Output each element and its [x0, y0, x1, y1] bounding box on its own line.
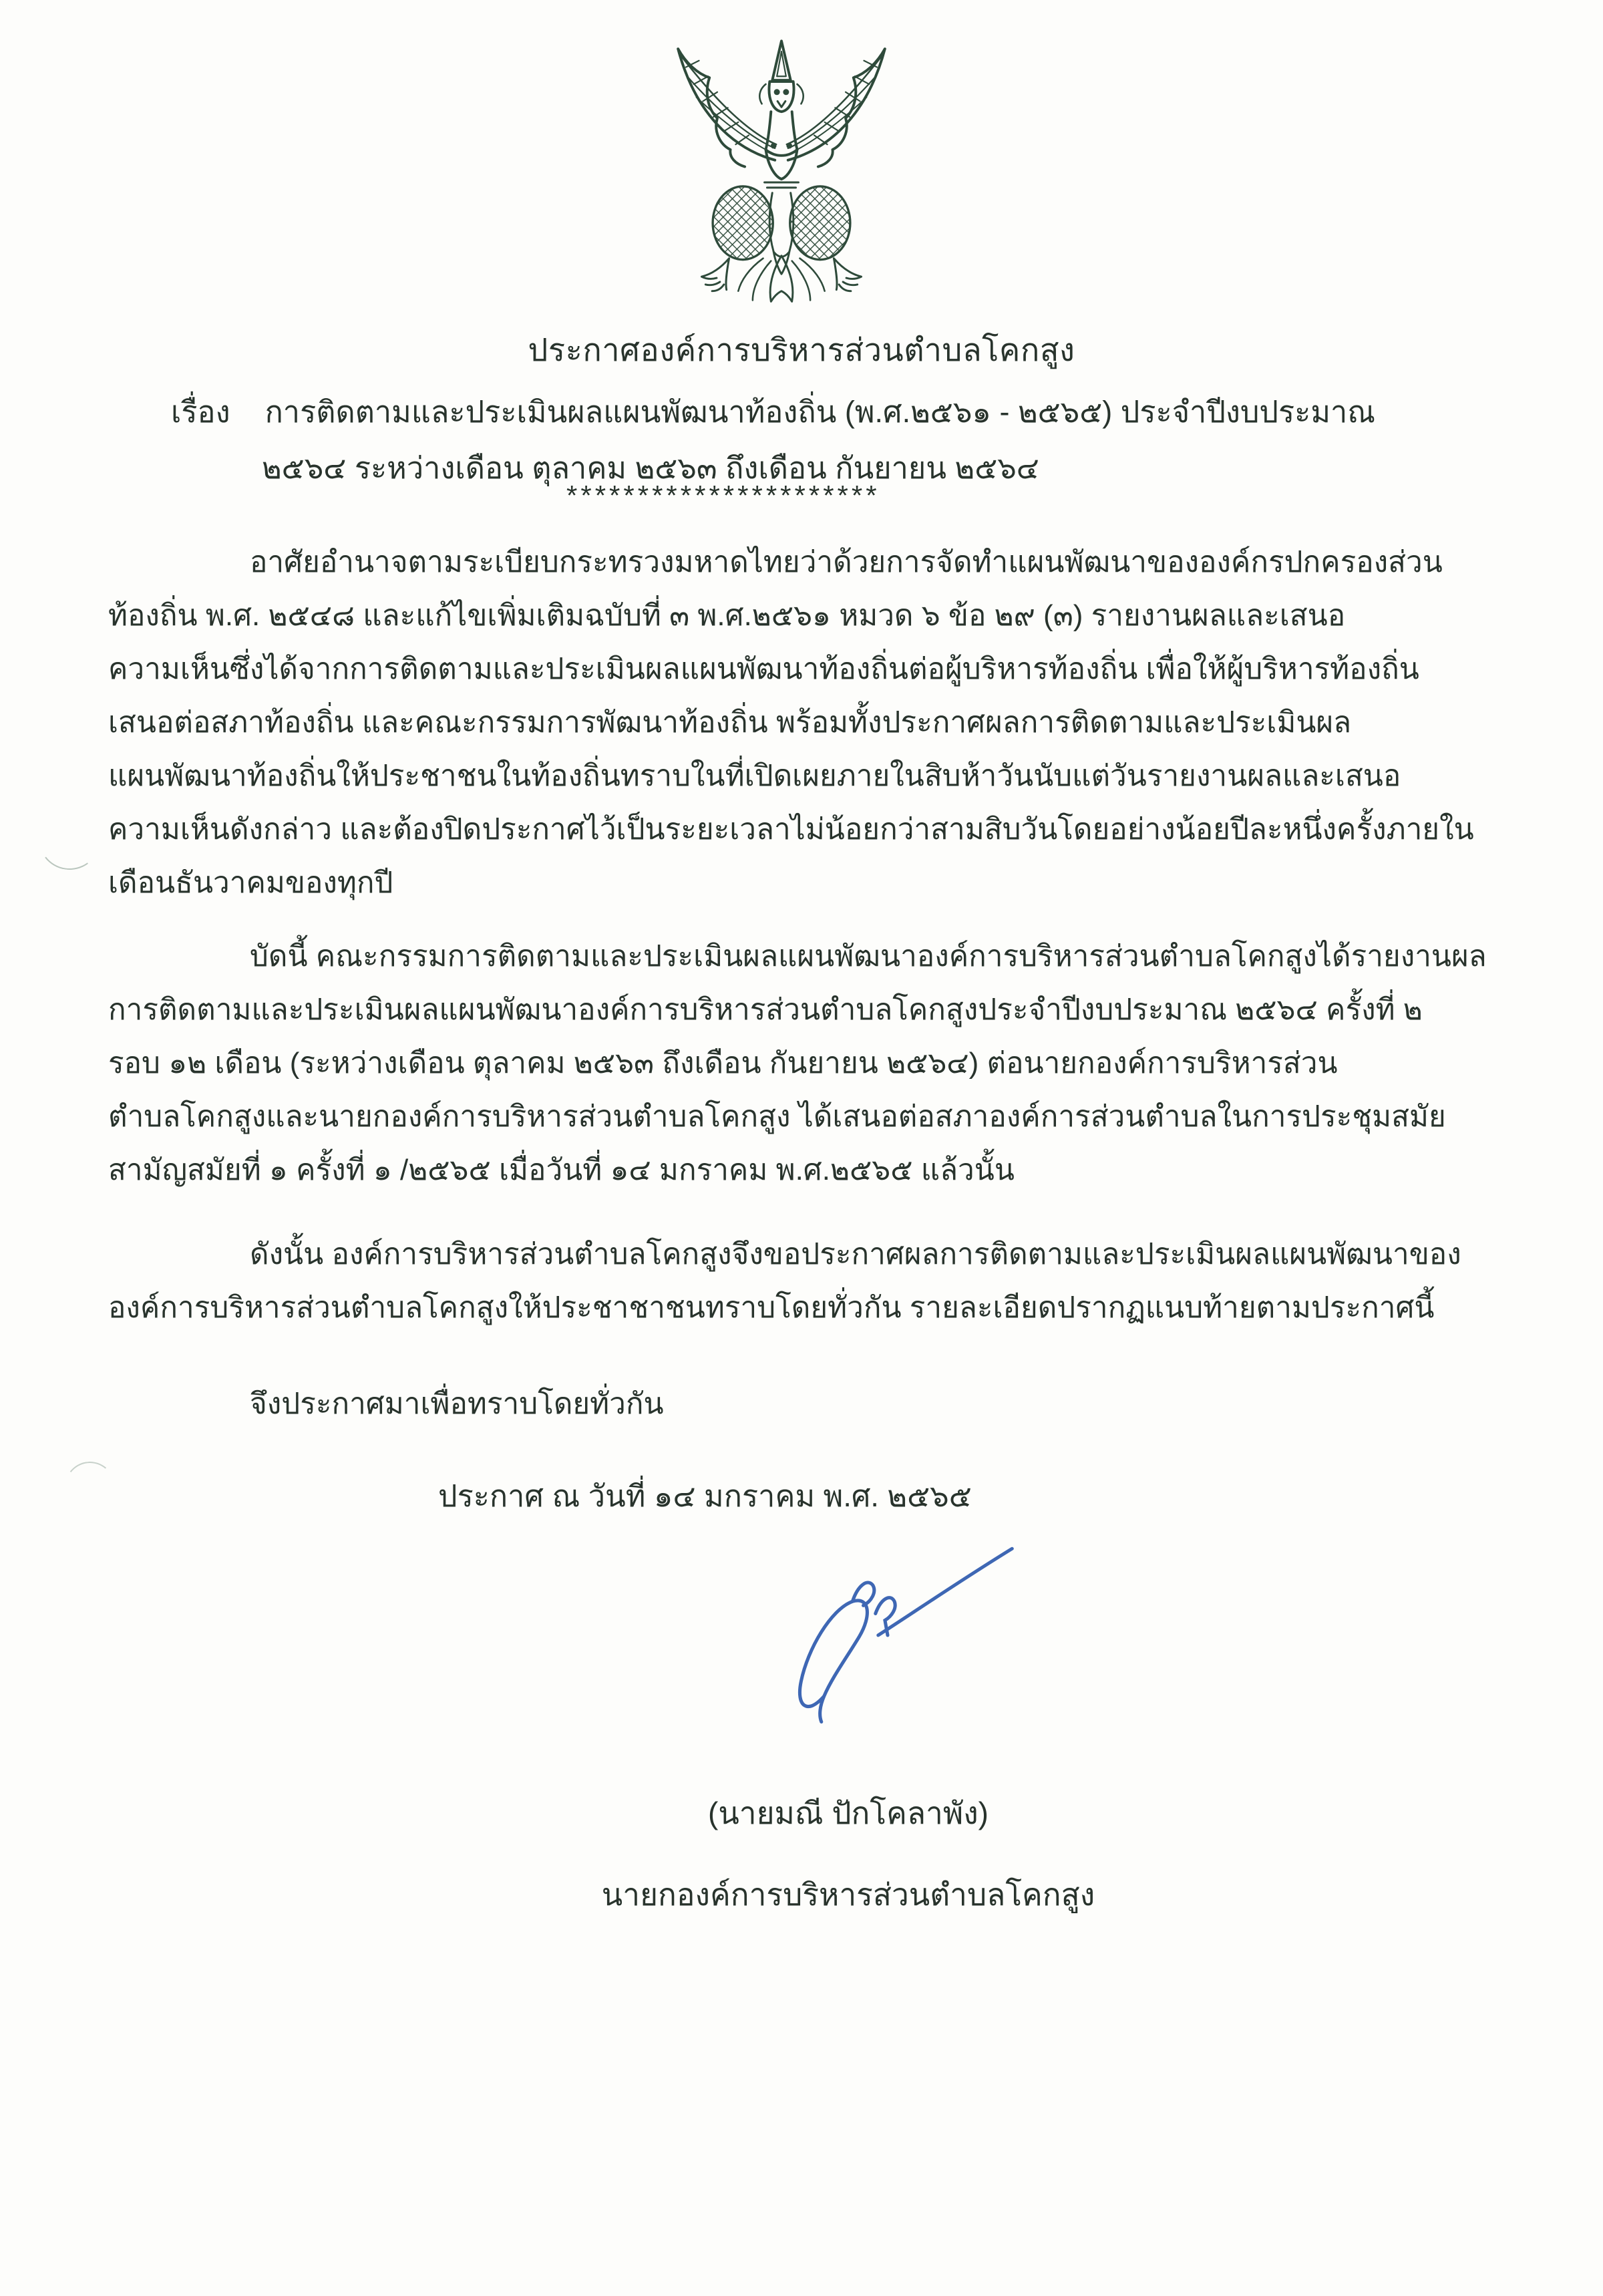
body-line: อาศัยอำนาจตามระเบียบกระทรวงมหาดไทยว่าด้วยการจัดทำแผนพัฒนาขององค์กรปกครองส่วน	[250, 546, 1443, 579]
subject-line-2: ๒๕๖๔ ระหว่างเดือน ตุลาคม ๒๕๖๓ ถึงเดือน กันยายน ๒๕๖๔	[262, 451, 1039, 485]
body-line: ความเห็นดังกล่าว และต้องปิดประกาศไว้เป็นระยะเวลาไม่น้อยกว่าสามสิบวันโดยอย่างน้อยปีละหนึ่งครั้งภายใน	[108, 813, 1474, 846]
body-line: เสนอต่อสภาท้องถิ่น และคณะกรรมการพัฒนาท้องถิ่น พร้อมทั้งประกาศผลการติดตามและประเมินผล	[108, 706, 1352, 739]
body-line: เดือนธันวาคมของทุกปี	[108, 866, 393, 899]
handwritten-signature-ink	[743, 1534, 1034, 1750]
body-line: ท้องถิ่น พ.ศ. ๒๕๔๘ และแก้ไขเพิ่มเติมฉบับที่ ๓ พ.ศ.๒๕๖๑ หมวด ๖ ข้อ ๒๙ (๓) รายงานผลและเสนอ	[108, 599, 1346, 632]
body-line: ความเห็นซึ่งได้จากการติดตามและประเมินผลแผนพัฒนาท้องถิ่นต่อผู้บริหารท้องถิ่น เพื่อให้ผู้บริหารท้องถิ่น	[108, 653, 1419, 685]
body-paragraph-4	[108, 1377, 1504, 1431]
body-paragraph-2	[108, 930, 1504, 1197]
body-line: รอบ ๑๒ เดือน (ระหว่างเดือน ตุลาคม ๒๕๖๓ ถึงเดือน กันยายน ๒๕๖๔) ต่อนายกองค์การบริหารส่วน	[108, 1047, 1338, 1080]
signatory-name: (นายมณี ปักโคลาพัง)	[708, 1796, 989, 1830]
signatory-title: นายกองค์การบริหารส่วนตำบลโคกสูง	[601, 1877, 1095, 1912]
body-line: การติดตามและประเมินผลแผนพัฒนาองค์การบริหารส่วนตำบลโคกสูงประจำปีงบประมาณ ๒๕๖๔ ครั้งที่ ๒	[108, 993, 1423, 1026]
body-line: บัดนี้ คณะกรรมการติดตามและประเมินผลแผนพัฒนาองค์การบริหารส่วนตำบลโคกสูงได้รายงานผล	[250, 940, 1487, 973]
sign-off-line: จึงประกาศมาเพื่อทราบโดยทั่วกัน	[250, 1387, 664, 1420]
subject-line-1: การติดตามและประเมินผลแผนพัฒนาท้องถิ่น (พ.ศ.๒๕๖๑ - ๒๕๖๕) ประจำปีงบประมาณ	[264, 395, 1376, 429]
announcement-body	[108, 536, 1504, 1523]
body-line: แผนพัฒนาท้องถิ่นให้ประชาชนในท้องถิ่นทราบในที่เปิดเผยภายในสิบห้าวันนับแต่วันรายงานผลและเสนอ	[108, 760, 1401, 792]
asterisk-divider: **********************	[566, 480, 880, 511]
body-line: ตำบลโคกสูงและนายกองค์การบริหารส่วนตำบลโคกสูง ได้เสนอต่อสภาองค์การส่วนตำบลในการประชุมสมัย	[108, 1100, 1446, 1133]
body-line: องค์การบริหารส่วนตำบลโคกสูงให้ประชาชาชนทราบโดยทั่วกัน รายละเอียดปรากฏแนบท้ายตามประกาศนี้	[108, 1291, 1435, 1324]
garuda-emblem-icon	[618, 28, 945, 305]
announcement-title: ประกาศองค์การบริหารส่วนตำบลโคกสูง	[528, 332, 1075, 367]
body-paragraph-3	[108, 1228, 1504, 1335]
body-line: ดังนั้น องค์การบริหารส่วนตำบลโคกสูงจึงขอประกาศผลการติดตามและประเมินผลแผนพัฒนาของ	[250, 1238, 1461, 1271]
hole-punch-mark	[35, 806, 104, 874]
body-paragraph-1	[108, 536, 1504, 910]
body-line: สามัญสมัยที่ ๑ ครั้งที่ ๑ /๒๕๖๕ เมื่อวันที่ ๑๔ มกราคม พ.ศ.๒๕๖๕ แล้วนั้น	[108, 1154, 1015, 1186]
promulgation-date-line: ประกาศ ณ วันที่ ๑๔ มกราคม พ.ศ. ๒๕๖๕	[438, 1479, 972, 1513]
subject-label: เรื่อง	[171, 395, 230, 429]
subject-row	[171, 387, 1375, 436]
